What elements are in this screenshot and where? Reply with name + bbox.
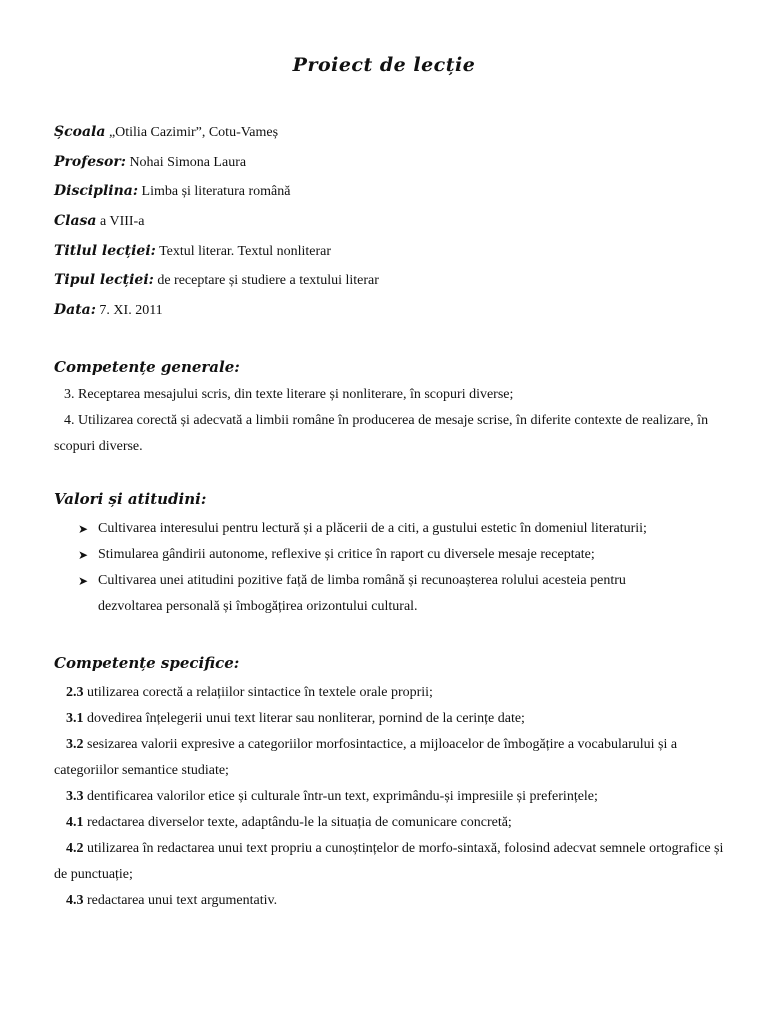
list-item: ➤ Cultivarea interesului pentru lectură și a plăcerii de a citi, a gustului estetic în domeniul literaturii;: [78, 516, 678, 542]
arrow-bullet-icon: ➤: [78, 574, 89, 588]
info-teacher: [54, 154, 246, 171]
info-value: Textul literar. Textul nonliterar: [155, 244, 332, 259]
info-value: „Otilia Cazimir”, Cotu-Vameș: [105, 125, 279, 140]
list-item: ➤ Cultivarea unei atitudini pozitive față de limba română și recunoașterea rolului acesteia pentru dezvoltarea personală și îmbogățirea orizontului cultural.: [78, 568, 678, 620]
general-competences-list: [54, 382, 714, 460]
list-item: 2.3 utilizarea corectă a relațiilor sintactice în textele orale proprii;: [66, 685, 433, 700]
list-item: 4.3 redactarea unui text argumentativ.: [66, 893, 278, 908]
info-value: a VIII-a: [96, 214, 145, 229]
info-label: Școala: [54, 124, 106, 140]
list-item: 3.1 dovedirea înțelegerii unui text literar sau nonliterar, pornind de la cerințe date;: [66, 711, 525, 726]
info-lesson-title: [54, 243, 331, 260]
list-item: 4. Utilizarea corectă și adecvată a limbii române în producerea de mesaje scrise, în diferite contexte de realizare, în scopuri diverse.: [54, 413, 709, 454]
info-date: [54, 302, 163, 319]
info-label: Titlul lecției:: [54, 243, 156, 259]
general-competences-heading: Competențe generale:: [54, 358, 240, 376]
info-lesson-type: [54, 272, 379, 289]
list-item: 4.2 utilizarea în redactarea unui text propriu a cunoștințelor de morfo-sintaxă, folosind adecvat semnele ortografice și de punctuație;: [54, 841, 724, 882]
list-item: 4.1 redactarea diverselor texte, adaptându-le la situația de comunicare concretă;: [66, 815, 512, 830]
info-label: Clasa: [54, 213, 97, 229]
info-label: Disciplina:: [54, 183, 139, 199]
info-value: Limba și literatura română: [138, 184, 291, 199]
specific-competences-heading: Competențe specifice:: [54, 654, 240, 672]
page-title: Proiect de lecție: [292, 54, 476, 76]
info-value: Nohai Simona Laura: [125, 155, 247, 170]
info-label: Data:: [54, 302, 96, 318]
arrow-bullet-icon: ➤: [78, 548, 89, 562]
info-school: [54, 124, 278, 141]
info-value: de receptare și studiere a textului literar: [153, 273, 379, 288]
info-subject: [54, 183, 290, 200]
info-value: 7. XI. 2011: [95, 303, 163, 318]
values-list: [78, 516, 678, 620]
values-heading: Valori și atitudini:: [54, 490, 207, 508]
info-label: Profesor:: [54, 154, 126, 170]
list-item: 3.3 dentificarea valorilor etice și culturale într-un text, exprimându-și impresiile și preferințele;: [66, 789, 598, 804]
info-label: Tipul lecției:: [54, 272, 154, 288]
list-item: 3.2 sesizarea valorii expresive a categoriilor morfosintactice, a mijloacelor de îmbogățire a vocabularului și a categoriilor semantice studiate;: [54, 737, 678, 778]
list-item: 3. Receptarea mesajului scris, din texte literare și nonliterare, în scopuri diverse;: [64, 387, 514, 402]
arrow-bullet-icon: ➤: [78, 522, 89, 536]
list-item: ➤ Stimularea gândirii autonome, reflexive și critice în raport cu diversele mesaje receptate;: [78, 542, 678, 568]
specific-competences-list: [54, 680, 724, 914]
info-class: [54, 213, 144, 230]
